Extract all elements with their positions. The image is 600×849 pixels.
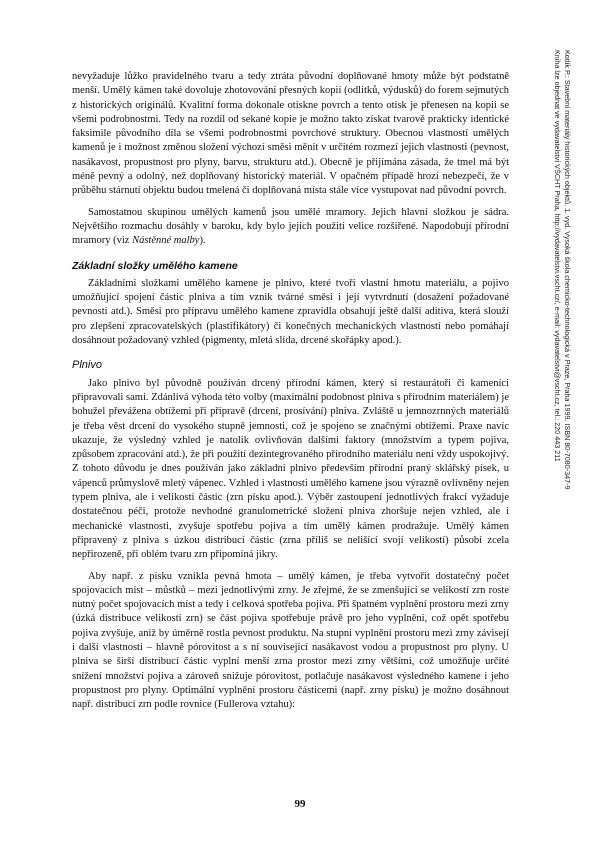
paragraph-1: nevyžaduje lůžko pravidelného tvaru a tedy ztráta původní doplňované hmoty může být podstatně menší. Umělý kámen také dovoluje zhotovování přesných kopií (odlitků, výdusků) do forem sejmutých z historických originálů. Kvalitní forma dokonale otiskne povrch a tento otisk je přenesen na kopii se všemi podrobnostmi. Tedy na rozdíl od sekané kopie je možno takto získat tvarově prakticky identické faksimile původního díla se všemi podrobnostmi povrchové struktury. Obecnou vlastností umělých kamenů je i možnost změnou složení výchozí směsi měnit v určitém rozmezí jejich vlastnosti (pevnost, nasákavost, propustnost pro plyny, barvu, strukturu atd.). Obecně je přijímána zásada, že tmel má být méně pevný a odolný, než doplňovaný historický materiál. V opačném případě hrozí nebezpečí, že v průběhu stárnutí objektu budou tmelená či doplňovaná místa stále více vystupovat nad původní povrch.: [72, 71, 509, 197]
citation-line-1: Kotlík P.: Stavební materiály historických objektů. 1. vyd. Vysoká škola chemicko-technologická v Praze, Praha 1999. ISBN 80-7080-347-9: [563, 50, 572, 490]
page-number: 99: [294, 798, 306, 810]
page-body: [72, 70, 509, 712]
paragraph-5: Aby např. z písku vznikla pevná hmota – umělý kámen, je třeba vytvořit dostatečný počet spojovacích míst – můstků – mezi jednotlivými zrny. Je zřejmé, že se zmenšující se velikostí zrn roste nutný počet spojovacích míst a tedy i celková spotřeba pojiva. Při špatném vyplnění prostoru mezi zrny (úzká distribuce velikostí zrn) se část pojiva spotřebuje právě pro jeho vyplnění, což opět spotřebu pojiva zvyšuje, aniž by úměrně rostla pevnost produktu. Na stupni vyplnění prostoru mezi zrny závisejí i další vlastnosti – hlavně pórovitost a s ní související nasákavost vodou a propustnost pro plyny. U plniva se širší distribucí částic vyplní menší zrna prostor mezi zrny většími, což umožňuje určité snížení množství pojiva a zároveň snižuje pórovitost, potlačuje nasákavost výsledného kamene i jeho propustnost pro plyny. Optimální vyplnění prostoru částicemi (např. zrny písku) je možno dosáhnout např. distribucí zrn podle rovnice (Fullerova vztahu):: [72, 570, 509, 711]
side-citation-note: [542, 50, 572, 670]
section-heading: Základní složky umělého kamene: [72, 259, 238, 272]
paragraph-2-text-a: Samostatnou skupinou umělých kamenů jsou umělé mramory. Jejich hlavní složkou je sádra. Největšího rozmachu dosáhly v baroku, kdy bylo jejich použití velice rozšířené. Napodobují přírodní mramory (viz: [72, 206, 509, 247]
paragraph-2: [72, 206, 509, 249]
paragraph-3: Základními složkami umělého kamene je plnivo, které tvoří vlastní hmotu materiálu, a pojivo umožňující spojení částic plniva a tím vznik tvárné směsi i její vytvrdnutí (dosažení požadované pevnosti atd.). Směsi pro přípravu umělého kamene zpravidla obsahují ještě další aditiva, která slouží pro zlepšení zpracovatelských (plastifikátory) či konečných mechanických vlastností nebo pomáhají dosáhnout požadovaný vzhled (pigmenty, mletá slída, drcené skořápky apod.).: [72, 277, 509, 347]
subsection-heading: Plnivo: [72, 359, 102, 372]
paragraph-4: Jako plnivo byl původně používán drcený přírodní kámen, který si restaurátoři či kameníci připravovali sami. Zdánlivá výhoda této volby (maximální podobnost plniva s přírodním materiálem) je bohužel převážena obtížemi při přípravě (drcení, prosívání) plniva. Zvláště u jemnozrnných materiálů je třeba věst drcení do vysokého stupně jemnosti, což je spojeno se značnými obtížemi. Praxe navíc ukazuje, že výsledný vzhled je natolik ovlivňován dalšími faktory (množstvím a typem pojiva, způsobem zpracování atd.), že při použití dezintegrovaného přírodního materiálu není vždy uspokojivý. Z tohoto důvodu je dnes používán jako základní plnivo především přírodní praný sklářský písek, u vápenců průmyslově mletý vápenec. Vzhled i vlastnosti umělého kamene jsou výrazně ovlivněny nejen typem plniva, ale i velikostí částic (zrn písku apod.). Výběr zastoupení jednotlivých frakcí vyžaduje dostatečnou péči, protože nevhodné granulometrické složení plniva zhoršuje nejen vzhled, ale i mechanické vlastnosti, zvyšuje spotřebu pojiva a tím umělý kámen prodražuje. Umělý kámen připravený z plniva s úzkou distribucí částic (zrna příliš se nelišící svojí velikostí) působí zcela nepřirozeně, při oblém tvaru zrn připomíná jikry.: [72, 377, 509, 561]
paragraph-2-text-b: ).: [199, 235, 206, 247]
citation-line-2: Kniha lze objednat ve vydavatelství VŠCHT Praha, http://vydavatelstvi.vscht.cz/, e-mail: vydavatelstvi@vscht.cz, tel.: 220 443 211: [553, 50, 562, 462]
cross-reference-link: Nástěnné malby: [132, 235, 200, 247]
